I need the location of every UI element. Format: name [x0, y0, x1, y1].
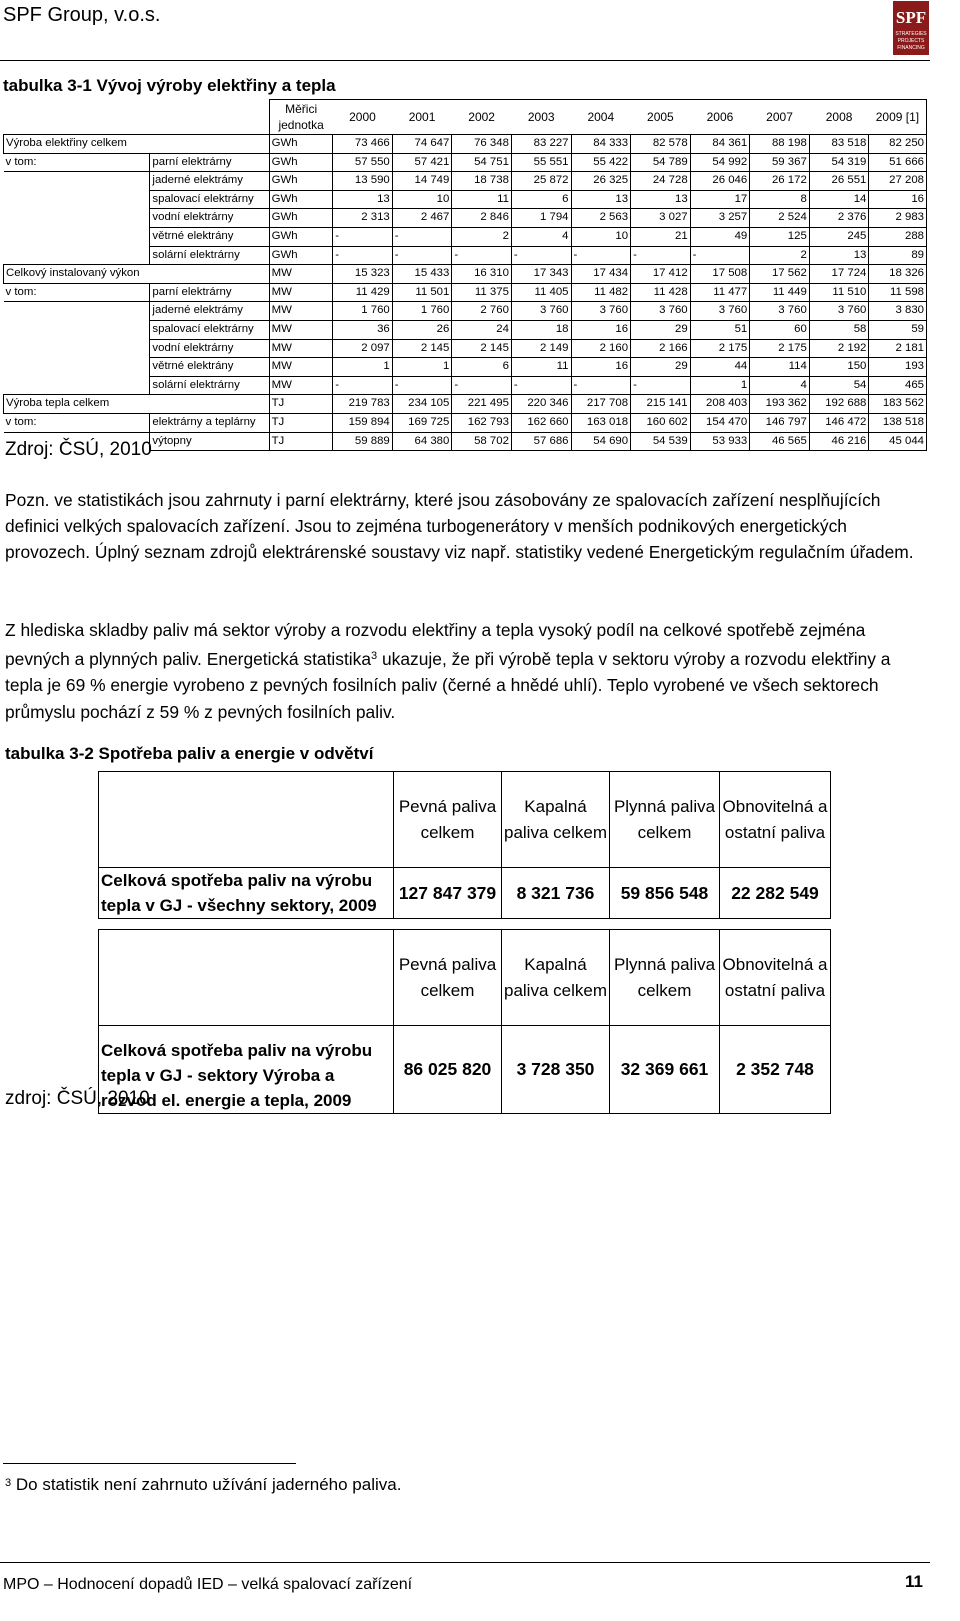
- value-solid: 127 847 379: [394, 868, 502, 919]
- footnote-divider: [3, 1463, 296, 1464]
- value-cell: 26: [392, 320, 452, 339]
- value-cell: 245: [809, 227, 869, 246]
- value-cell: 2 166: [631, 339, 691, 358]
- value-cell: 8: [750, 190, 810, 209]
- value-cell: 3 760: [511, 302, 571, 321]
- row-subcategory: větrné elektrány: [150, 227, 269, 246]
- value-cell: 45 044: [869, 432, 927, 451]
- value-cell: 11 510: [809, 283, 869, 302]
- value-cell: 57 550: [333, 153, 393, 172]
- value-cell: 217 708: [571, 395, 631, 414]
- value-cell: 57 421: [392, 153, 452, 172]
- value-gas: 59 856 548: [610, 868, 720, 919]
- page-number: 11: [905, 1572, 923, 1591]
- row-unit: GWh: [269, 227, 333, 246]
- value-cell: 29: [631, 358, 691, 377]
- value-cell: 1: [333, 358, 393, 377]
- row-unit: MW: [269, 376, 333, 395]
- value-cell: 2 467: [392, 209, 452, 228]
- value-cell: 24: [452, 320, 512, 339]
- value-cell: 17: [690, 190, 750, 209]
- value-cell: 53 933: [690, 432, 750, 451]
- value-cell: 60: [750, 320, 810, 339]
- table-row: [4, 413, 927, 432]
- value-solid: 86 025 820: [394, 1026, 502, 1114]
- value-cell: 46 565: [750, 432, 810, 451]
- value-cell: 17 724: [809, 265, 869, 284]
- value-cell: 26 551: [809, 172, 869, 191]
- value-cell: 84 361: [690, 135, 750, 154]
- value-cell: 49: [690, 227, 750, 246]
- value-cell: 54 789: [631, 153, 691, 172]
- value-cell: 169 725: [392, 413, 452, 432]
- value-cell: 17 343: [511, 265, 571, 284]
- value-cell: 11 477: [690, 283, 750, 302]
- value-cell: 13: [571, 190, 631, 209]
- value-cell: 11 482: [571, 283, 631, 302]
- value-cell: 3 257: [690, 209, 750, 228]
- header-liquid: Kapalná paliva celkem: [502, 930, 610, 1026]
- year-header: 2003: [511, 100, 571, 135]
- value-cell: 54 319: [809, 153, 869, 172]
- value-cell: 24 728: [631, 172, 691, 191]
- value-cell: 13: [809, 246, 869, 265]
- value-cell: 150: [809, 358, 869, 377]
- row-unit: MW: [269, 302, 333, 321]
- value-cell: 162 660: [511, 413, 571, 432]
- value-gas: 32 369 661: [610, 1026, 720, 1114]
- row-unit: MW: [269, 265, 333, 284]
- value-cell: 3 830: [869, 302, 927, 321]
- value-cell: 146 797: [750, 413, 810, 432]
- value-cell: 54 992: [690, 153, 750, 172]
- row-subcategory: jaderné elektrámy: [150, 172, 269, 191]
- value-cell: 2 192: [809, 339, 869, 358]
- row-category: [4, 320, 150, 339]
- value-cell: 3 760: [809, 302, 869, 321]
- value-cell: 54 690: [571, 432, 631, 451]
- value-cell: 163 018: [571, 413, 631, 432]
- fuel-paragraph: [5, 617, 925, 725]
- value-cell: 59 889: [333, 432, 393, 451]
- table-row: [4, 283, 927, 302]
- value-cell: 46 216: [809, 432, 869, 451]
- value-cell: 2: [452, 227, 512, 246]
- value-cell: 73 466: [333, 135, 393, 154]
- unit-header-line2: jednotka: [278, 118, 324, 132]
- value-cell: 208 403: [690, 395, 750, 414]
- footnote-ref[interactable]: 3: [371, 650, 378, 663]
- table-row: [4, 246, 927, 265]
- fuel-table-energy-sector: [98, 929, 831, 1114]
- value-cell: 84 333: [571, 135, 631, 154]
- fuel-table-corner: [99, 930, 394, 1026]
- table1-header-row: [4, 100, 927, 135]
- row-category: Výroba elektřiny celkem: [4, 135, 270, 154]
- row-unit: TJ: [269, 413, 333, 432]
- value-cell: 215 141: [631, 395, 691, 414]
- value-cell: 2 175: [690, 339, 750, 358]
- value-cell: 44: [690, 358, 750, 377]
- year-header: 2006: [690, 100, 750, 135]
- row-unit: MW: [269, 320, 333, 339]
- value-cell: 2 376: [809, 209, 869, 228]
- company-logo: [893, 1, 929, 55]
- value-cell: 27 208: [869, 172, 927, 191]
- row-subcategory: vodní elektrárny: [150, 209, 269, 228]
- value-cell: 2 175: [750, 339, 810, 358]
- row-label: Celková spotřeba paliv na výrobu tepla v GJ - sektory Výroba a rozvod el. energie a tepla, 2009: [99, 1026, 394, 1114]
- value-cell: 162 793: [452, 413, 512, 432]
- value-cell: -: [571, 246, 631, 265]
- value-cell: 192 688: [809, 395, 869, 414]
- row-category: [4, 376, 150, 395]
- value-cell: 2 563: [571, 209, 631, 228]
- value-cell: 18 738: [452, 172, 512, 191]
- value-cell: 2 097: [333, 339, 393, 358]
- value-cell: 11 375: [452, 283, 512, 302]
- table-row: [4, 172, 927, 191]
- row-category: [4, 302, 150, 321]
- value-cell: 58 702: [452, 432, 512, 451]
- value-cell: 14: [809, 190, 869, 209]
- value-cell: 159 894: [333, 413, 393, 432]
- year-header: 2000: [333, 100, 393, 135]
- value-cell: -: [333, 376, 393, 395]
- value-cell: 64 380: [392, 432, 452, 451]
- fuel-table-all-sectors: [98, 771, 831, 919]
- value-cell: 18: [511, 320, 571, 339]
- value-cell: 2 524: [750, 209, 810, 228]
- value-cell: -: [333, 227, 393, 246]
- value-cell: 83 518: [809, 135, 869, 154]
- company-name: SPF Group, v.o.s.: [3, 4, 161, 26]
- row-unit: GWh: [269, 153, 333, 172]
- value-cell: -: [690, 246, 750, 265]
- value-cell: 193: [869, 358, 927, 377]
- row-subcategory: vodní elektrárny: [150, 339, 269, 358]
- row-category: v tom:: [4, 153, 150, 172]
- header-renewable: Obnovitelná a ostatní paliva: [720, 772, 831, 868]
- row-subcategory: spalovací elektrárny: [150, 190, 269, 209]
- table2-source: zdroj: ČSÚ, 2010: [5, 1088, 150, 1109]
- row-subcategory: solární elektrárny: [150, 376, 269, 395]
- value-cell: 2 149: [511, 339, 571, 358]
- value-cell: 221 495: [452, 395, 512, 414]
- value-cell: 54: [809, 376, 869, 395]
- value-cell: 11 501: [392, 283, 452, 302]
- value-cell: -: [452, 376, 512, 395]
- svg-text:STRATEGIES: STRATEGIES: [895, 31, 927, 37]
- header-renewable: Obnovitelná a ostatní paliva: [720, 930, 831, 1026]
- table-row: [4, 209, 927, 228]
- value-cell: -: [631, 246, 691, 265]
- value-cell: 88 198: [750, 135, 810, 154]
- value-cell: 10: [571, 227, 631, 246]
- row-subcategory: výtopny: [150, 432, 269, 451]
- value-cell: 15 433: [392, 265, 452, 284]
- value-cell: 154 470: [690, 413, 750, 432]
- value-cell: 138 518: [869, 413, 927, 432]
- value-cell: 89: [869, 246, 927, 265]
- value-cell: 3 760: [690, 302, 750, 321]
- value-cell: -: [571, 376, 631, 395]
- row-subcategory: parní elektrárny: [150, 283, 269, 302]
- footnote-number: 3: [5, 1477, 12, 1489]
- value-cell: -: [511, 376, 571, 395]
- production-table: [3, 99, 927, 451]
- value-cell: -: [392, 376, 452, 395]
- value-cell: 2 760: [452, 302, 512, 321]
- value-cell: 18 326: [869, 265, 927, 284]
- header-gas: Plynná paliva celkem: [610, 772, 720, 868]
- value-renewable: 22 282 549: [720, 868, 831, 919]
- value-cell: 11 429: [333, 283, 393, 302]
- value-cell: 1 760: [392, 302, 452, 321]
- svg-text:SPF: SPF: [895, 8, 927, 27]
- value-cell: 17 434: [571, 265, 631, 284]
- value-cell: -: [392, 227, 452, 246]
- table1-title: tabulka 3-1 Vývoj výroby elektřiny a tepla: [3, 76, 336, 95]
- value-cell: 1 760: [333, 302, 393, 321]
- svg-text:FINANCING: FINANCING: [897, 45, 925, 51]
- value-cell: 4: [511, 227, 571, 246]
- row-category: [4, 172, 150, 191]
- value-cell: 55 422: [571, 153, 631, 172]
- value-cell: 3 760: [750, 302, 810, 321]
- value-liquid: 8 321 736: [502, 868, 610, 919]
- row-category: Výroba tepla celkem: [4, 395, 270, 414]
- row-category: [4, 190, 150, 209]
- value-cell: 13: [333, 190, 393, 209]
- header-solid: Pevná paliva celkem: [394, 930, 502, 1026]
- footer-divider: [0, 1562, 930, 1563]
- row-unit: GWh: [269, 135, 333, 154]
- value-cell: 465: [869, 376, 927, 395]
- value-cell: 11 405: [511, 283, 571, 302]
- value-cell: 59: [869, 320, 927, 339]
- value-liquid: 3 728 350: [502, 1026, 610, 1114]
- header-liquid: Kapalná paliva celkem: [502, 772, 610, 868]
- table-row: [4, 190, 927, 209]
- row-category: [4, 246, 150, 265]
- table-row: [4, 302, 927, 321]
- row-category: Celkový instalovaný výkon: [4, 265, 270, 284]
- value-cell: 16: [571, 320, 631, 339]
- value-cell: 220 346: [511, 395, 571, 414]
- value-cell: 16: [869, 190, 927, 209]
- value-cell: 82 250: [869, 135, 927, 154]
- header-gas: Plynná paliva celkem: [610, 930, 720, 1026]
- fuel-paragraph-text-a: Z hlediska skladby paliv má sektor výroby a rozvodu elektřiny a tepla vysoký podíl na celkové spotřebě zejména pevných a plynných paliv. Energetická statistika: [5, 620, 866, 670]
- row-unit: MW: [269, 283, 333, 302]
- table-row: [4, 265, 927, 284]
- table-row: [4, 358, 927, 377]
- value-cell: 183 562: [869, 395, 927, 414]
- footnote-text: Do statistik není zahrnuto užívání jaderného paliva.: [15, 1475, 402, 1494]
- value-cell: 6: [452, 358, 512, 377]
- value-cell: 4: [750, 376, 810, 395]
- value-renewable: 2 352 748: [720, 1026, 831, 1114]
- unit-header: [269, 100, 333, 135]
- value-cell: 11 449: [750, 283, 810, 302]
- row-unit: GWh: [269, 246, 333, 265]
- year-header: 2009 [1]: [869, 100, 927, 135]
- value-cell: 25 872: [511, 172, 571, 191]
- value-cell: 3 027: [631, 209, 691, 228]
- row-category: [4, 209, 150, 228]
- value-cell: 2 313: [333, 209, 393, 228]
- value-cell: 288: [869, 227, 927, 246]
- value-cell: 2 145: [452, 339, 512, 358]
- row-subcategory: spalovací elektrárny: [150, 320, 269, 339]
- value-cell: -: [511, 246, 571, 265]
- year-header: 2001: [392, 100, 452, 135]
- value-cell: 16 310: [452, 265, 512, 284]
- value-cell: 11 598: [869, 283, 927, 302]
- value-cell: 15 323: [333, 265, 393, 284]
- value-cell: 17 412: [631, 265, 691, 284]
- row-unit: GWh: [269, 190, 333, 209]
- svg-text:PROJECTS: PROJECTS: [897, 38, 925, 44]
- value-cell: 16: [571, 358, 631, 377]
- header-divider: [0, 60, 930, 61]
- value-cell: 29: [631, 320, 691, 339]
- value-cell: 2 846: [452, 209, 512, 228]
- value-cell: -: [631, 376, 691, 395]
- row-subcategory: parní elektrárny: [150, 153, 269, 172]
- year-header: 2005: [631, 100, 691, 135]
- row-subcategory: elektrárny a teplárny: [150, 413, 269, 432]
- value-cell: 193 362: [750, 395, 810, 414]
- year-header: 2008: [809, 100, 869, 135]
- unit-header-line1: Měřici: [285, 102, 318, 116]
- value-cell: 114: [750, 358, 810, 377]
- value-cell: 51: [690, 320, 750, 339]
- value-cell: 59 367: [750, 153, 810, 172]
- value-cell: -: [333, 246, 393, 265]
- table-row: [4, 153, 927, 172]
- value-cell: 57 686: [511, 432, 571, 451]
- value-cell: 54 751: [452, 153, 512, 172]
- row-label: Celková spotřeba paliv na výrobu tepla v GJ - všechny sektory, 2009: [99, 868, 394, 919]
- row-subcategory: větrné elektrány: [150, 358, 269, 377]
- value-cell: 3 760: [571, 302, 631, 321]
- row-subcategory: jaderné elektrámy: [150, 302, 269, 321]
- value-cell: 1: [392, 358, 452, 377]
- value-cell: 1: [690, 376, 750, 395]
- table-row: [4, 339, 927, 358]
- value-cell: 2 983: [869, 209, 927, 228]
- table1-source: Zdroj: ČSÚ, 2010: [5, 439, 152, 460]
- year-header: 2007: [750, 100, 810, 135]
- row-subcategory: solární elektrárny: [150, 246, 269, 265]
- value-cell: 6: [511, 190, 571, 209]
- year-header: 2004: [571, 100, 631, 135]
- table-row: [4, 376, 927, 395]
- value-cell: 17 508: [690, 265, 750, 284]
- value-cell: 2 160: [571, 339, 631, 358]
- value-cell: 51 666: [869, 153, 927, 172]
- value-cell: 11: [511, 358, 571, 377]
- value-cell: 1 794: [511, 209, 571, 228]
- fuel-paragraph-text-b: ukazuje, že při výrobě tepla v sektoru výroby a rozvodu elektřiny a tepla je 69 % energie vyrobeno z pevných fosilních paliv (černé a hnědé uhlí). Teplo vyrobené ve všech sektorech průmyslu pochází z 59 % z pevných fosilních paliv.: [5, 649, 891, 722]
- row-unit: TJ: [269, 395, 333, 414]
- footnote: [5, 1475, 401, 1495]
- row-category: [4, 227, 150, 246]
- note-paragraph: Pozn. ve statistikách jsou zahrnuty i parní elektrárny, které jsou zásobovány ze spalovacích zařízení nesplňujících definici velkých spalovacích zařízení. Jsou to zejména turbogenerátory v menších podnikových energetických provozech. Úplný seznam zdrojů elektrárenské soustavy viz např. statistiky vedené Energetickým regulačním úřadem.: [5, 490, 914, 563]
- value-cell: 2: [750, 246, 810, 265]
- row-category: [4, 339, 150, 358]
- value-cell: 219 783: [333, 395, 393, 414]
- value-cell: 2 181: [869, 339, 927, 358]
- value-cell: 14 749: [392, 172, 452, 191]
- value-cell: 82 578: [631, 135, 691, 154]
- value-cell: 160 602: [631, 413, 691, 432]
- value-cell: -: [452, 246, 512, 265]
- table-row: [4, 135, 927, 154]
- value-cell: 3 760: [631, 302, 691, 321]
- value-cell: 58: [809, 320, 869, 339]
- row-category: [4, 358, 150, 377]
- header-solid: Pevná paliva celkem: [394, 772, 502, 868]
- value-cell: 11 428: [631, 283, 691, 302]
- value-cell: 234 105: [392, 395, 452, 414]
- value-cell: 13: [631, 190, 691, 209]
- value-cell: 36: [333, 320, 393, 339]
- year-header: 2002: [452, 100, 512, 135]
- value-cell: 125: [750, 227, 810, 246]
- row-unit: MW: [269, 339, 333, 358]
- footer-title: MPO – Hodnocení dopadů IED – velká spalovací zařízení: [3, 1576, 413, 1593]
- value-cell: 26 325: [571, 172, 631, 191]
- value-cell: 74 647: [392, 135, 452, 154]
- fuel-table-corner: [99, 772, 394, 868]
- value-cell: 17 562: [750, 265, 810, 284]
- value-cell: 146 472: [809, 413, 869, 432]
- value-cell: 55 551: [511, 153, 571, 172]
- row-unit: MW: [269, 358, 333, 377]
- value-cell: 2 145: [392, 339, 452, 358]
- value-cell: 76 348: [452, 135, 512, 154]
- row-unit: GWh: [269, 172, 333, 191]
- value-cell: 21: [631, 227, 691, 246]
- row-category: v tom:: [4, 283, 150, 302]
- value-cell: 11: [452, 190, 512, 209]
- value-cell: 54 539: [631, 432, 691, 451]
- value-cell: -: [392, 246, 452, 265]
- table-row: [4, 320, 927, 339]
- value-cell: 83 227: [511, 135, 571, 154]
- row-unit: TJ: [269, 432, 333, 451]
- value-cell: 10: [392, 190, 452, 209]
- row-category: v tom:: [4, 413, 150, 432]
- row-unit: GWh: [269, 209, 333, 228]
- value-cell: 26 046: [690, 172, 750, 191]
- table-row: [4, 395, 927, 414]
- value-cell: 26 172: [750, 172, 810, 191]
- value-cell: 13 590: [333, 172, 393, 191]
- table-row: [4, 227, 927, 246]
- table2-title: tabulka 3-2 Spotřeba paliv a energie v odvětví: [5, 744, 374, 763]
